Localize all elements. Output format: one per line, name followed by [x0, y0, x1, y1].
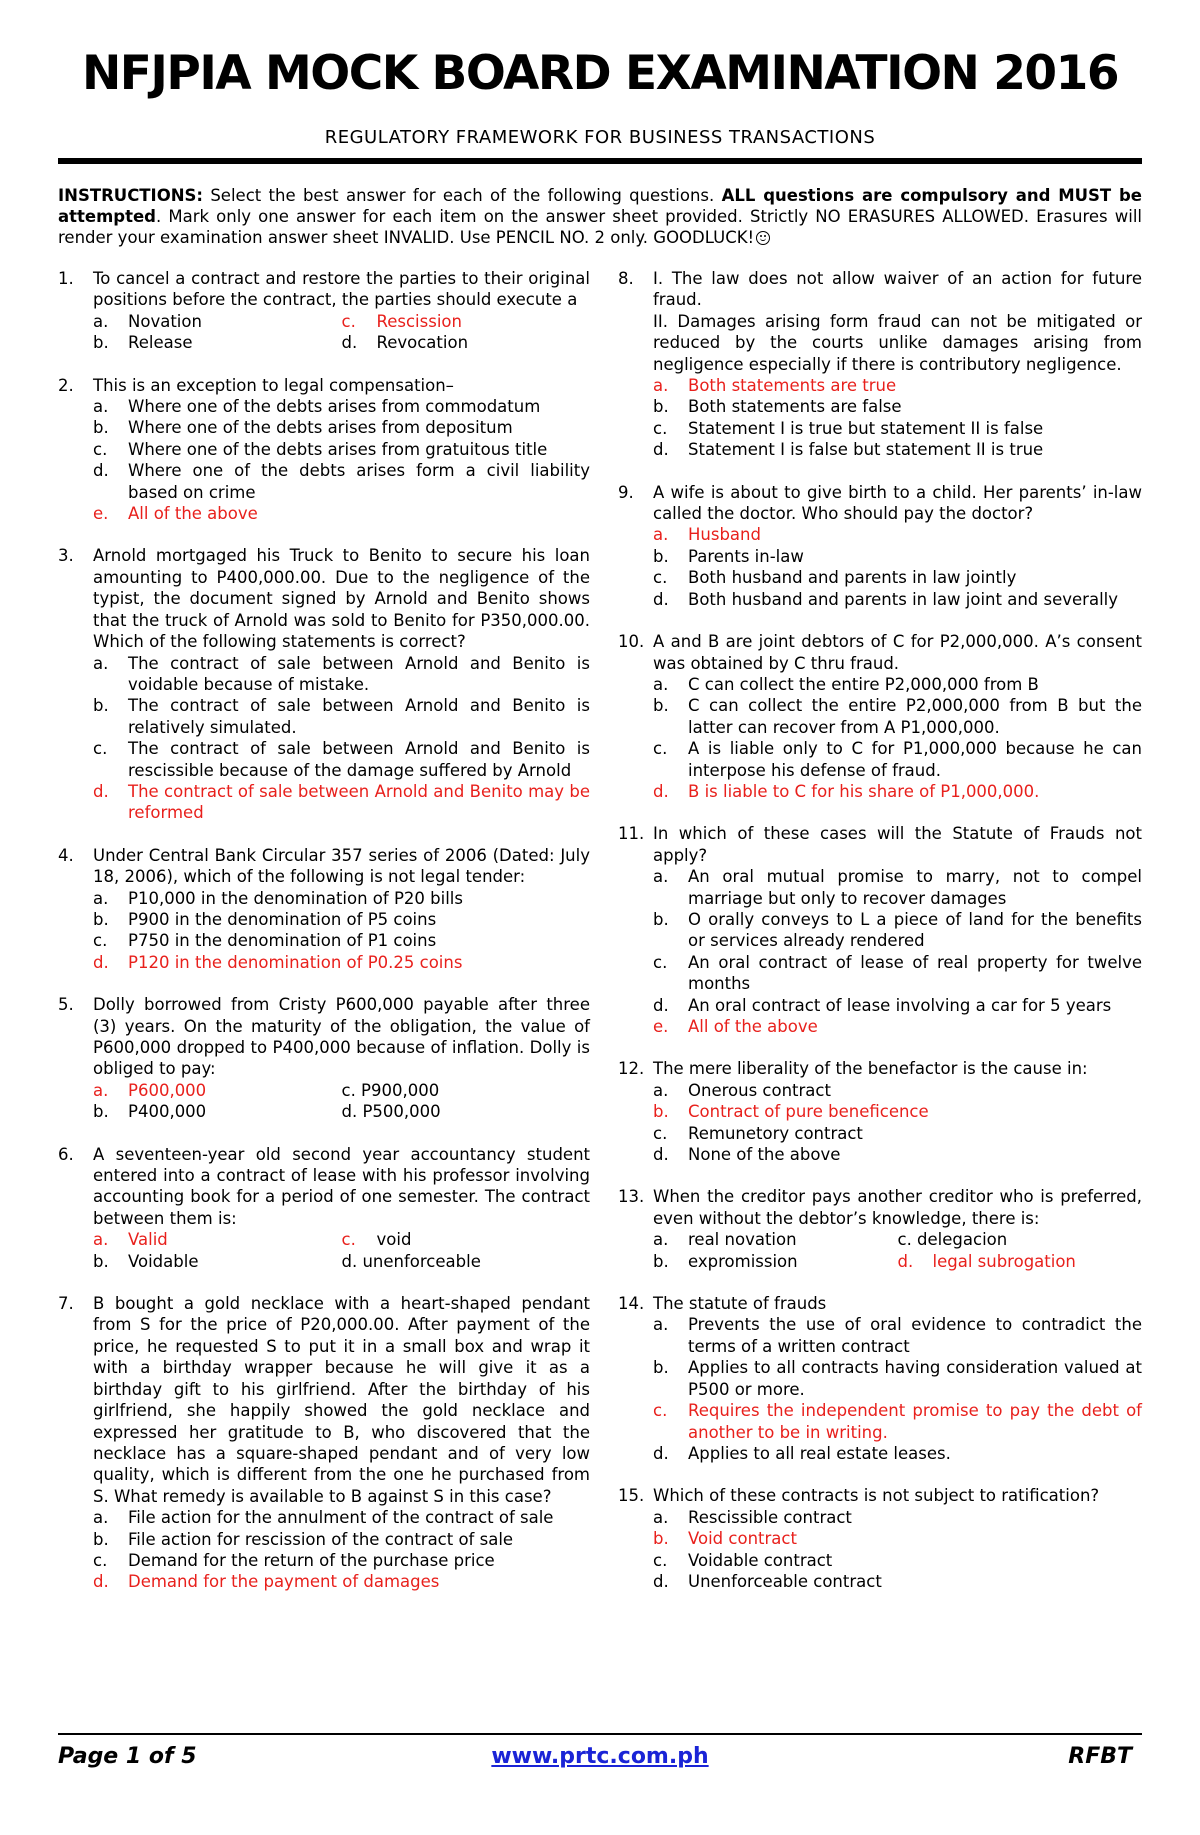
option-text: Statement I is true but statement II is false: [688, 418, 1044, 438]
question-item: [58, 375, 590, 525]
question-body: [653, 631, 1142, 802]
option-row: [653, 1251, 1142, 1272]
answer-option: [93, 909, 590, 930]
answer-option: [653, 1080, 1142, 1101]
answer-option: [653, 1144, 1142, 1165]
answer-option: [898, 1229, 1143, 1250]
option-letter: b.: [93, 1251, 109, 1271]
correct-answer-option: [653, 375, 1142, 396]
option-text: File action for rescission of the contract of sale: [128, 1529, 514, 1549]
option-letter: c.: [93, 439, 108, 459]
question-stem: A seventeen-year old second year accountancy student entered into a contract of lease with his professor involving accounting book for a period of one semester. The contract between them is:: [93, 1144, 590, 1228]
header-divider: [58, 158, 1142, 164]
option-text: Demand for the return of the purchase price: [128, 1550, 495, 1570]
question-item: [618, 1485, 1142, 1592]
answer-option: [653, 1443, 1142, 1464]
answer-option: [342, 332, 591, 353]
correct-answer-option: [93, 1080, 342, 1101]
correct-answer-option: [93, 503, 590, 524]
question-item: [618, 631, 1142, 802]
answer-option: [93, 417, 590, 438]
answer-option: [653, 396, 1142, 417]
option-text: None of the above: [688, 1145, 841, 1165]
question-number: 10.: [618, 632, 645, 652]
question-number: 5.: [58, 995, 74, 1015]
answer-option: [93, 738, 590, 781]
option-letter: b.: [93, 1529, 109, 1549]
option-letter: d.: [653, 1145, 669, 1165]
option-letter: d.: [653, 440, 669, 460]
question-stem: I. The law does not allow waiver of an action for future fraud. II. Damages arising form fraud can not be mitigated or reduced by the courts unlike damages arising from negligence especially if there is contributory negligence.: [653, 269, 1142, 374]
question-number: 8.: [618, 269, 634, 288]
answer-option: [93, 1251, 342, 1272]
question-number: 11.: [618, 824, 645, 844]
option-text: P120 in the denomination of P0.25 coins: [128, 952, 463, 972]
question-number: 7.: [58, 1294, 74, 1314]
question-item: [618, 1186, 1142, 1272]
option-row: [653, 1229, 1142, 1250]
option-text: The contract of sale between Arnold and Benito is rescissible because of the damage suffered by Arnold: [128, 739, 590, 780]
answer-option: [653, 866, 1142, 909]
page-footer: [58, 1744, 1142, 1774]
option-text: Where one of the debts arises from depositum: [128, 418, 513, 438]
question-body: [93, 268, 590, 354]
option-text: Rescissible contract: [688, 1507, 852, 1527]
answer-option: [93, 396, 590, 417]
question-body: [93, 845, 590, 973]
answer-option: [93, 888, 590, 909]
option-text: Voidable: [128, 1251, 199, 1271]
option-text: legal subrogation: [932, 1251, 1076, 1271]
option-letter: c.: [341, 311, 356, 331]
option-row: [93, 1101, 590, 1122]
option-text: P750 in the denomination of P1 coins: [128, 931, 437, 951]
option-text: c. delegacion: [897, 1230, 1008, 1250]
option-letter: b.: [93, 333, 109, 353]
question-item: [58, 545, 590, 823]
answer-option: [653, 1229, 898, 1250]
question-item: [618, 1293, 1142, 1464]
option-letter: a.: [93, 397, 109, 417]
answer-option: [653, 589, 1142, 610]
option-letter: a.: [653, 867, 669, 887]
option-text: B is liable to C for his share of P1,000,000.: [688, 781, 1040, 801]
question-number: 12.: [618, 1059, 645, 1079]
option-letter: a.: [653, 1080, 669, 1100]
footer-divider: [58, 1733, 1142, 1735]
option-row: [93, 332, 590, 353]
option-letter: b.: [653, 696, 669, 716]
question-item: [58, 994, 590, 1122]
question-stem: Under Central Bank Circular 357 series of 2006 (Dated: July 18, 2006), which of the following is not legal tender:: [93, 845, 590, 887]
option-letter: b.: [653, 546, 669, 566]
website-link[interactable]: www.prtc.com.ph: [491, 1744, 709, 1769]
option-text: Unenforceable contract: [688, 1571, 882, 1591]
answer-option: [93, 1550, 590, 1571]
option-text: Remunetory contract: [688, 1123, 863, 1143]
question-body: [93, 994, 590, 1122]
option-text: Novation: [128, 311, 202, 331]
option-text: Both statements are false: [688, 397, 902, 417]
option-text: Void contract: [688, 1529, 797, 1549]
question-number: 1.: [58, 269, 74, 288]
option-letter: c.: [341, 1230, 356, 1250]
option-text: Voidable contract: [688, 1550, 833, 1570]
option-letter: b.: [93, 909, 109, 929]
option-letter: a.: [653, 1230, 669, 1250]
option-text: c. P900,000: [341, 1080, 440, 1100]
question-stem: In which of these cases will the Statute of Frauds not apply?: [653, 824, 1142, 865]
option-text: The contract of sale between Arnold and Benito is voidable because of mistake.: [128, 653, 590, 694]
option-letter: c.: [653, 1123, 668, 1143]
option-text: Onerous contract: [688, 1080, 831, 1100]
correct-answer-option: [653, 1016, 1142, 1037]
correct-answer-option: [653, 781, 1142, 802]
answer-option: [653, 1357, 1142, 1400]
answer-option: [342, 1229, 591, 1250]
questions-right-column: [618, 268, 1142, 1613]
answer-option: [653, 695, 1142, 738]
option-letter: e.: [93, 504, 109, 524]
option-letter: c.: [653, 568, 668, 588]
question-number: 6.: [58, 1144, 74, 1164]
answer-option: [342, 1101, 591, 1122]
correct-answer-option: [653, 524, 1142, 545]
option-letter: b.: [653, 397, 669, 417]
answer-option: [653, 1550, 1142, 1571]
option-letter: d.: [653, 589, 669, 609]
question-stem: The mere liberality of the benefactor is the cause in:: [653, 1059, 1088, 1079]
option-letter: b.: [653, 1102, 669, 1122]
option-text: Requires the independent promise to pay the debt of another to be in writing.: [688, 1401, 1142, 1442]
correct-answer-option: [342, 311, 591, 332]
answer-option: [653, 1507, 1142, 1528]
option-text: O orally conveys to L a piece of land for the benefits or services already rendered: [688, 909, 1142, 951]
instructions-text-continued: . Mark only one answer for each item on the answer sheet provided. Strictly NO ERASURES ALLOWED. Erasures will render your examination answer sheet INVALID. Use PENCIL NO. 2 only. GOODLUCK!: [58, 207, 1142, 247]
option-text: Rescission: [376, 311, 462, 331]
option-text: d. unenforceable: [341, 1251, 481, 1271]
instructions-emphasis: ALL questions are compulsory and MUST be attempted: [58, 186, 1142, 226]
correct-answer-option: [93, 781, 590, 824]
option-letter: d.: [653, 995, 669, 1015]
option-text: Applies to all real estate leases.: [688, 1443, 951, 1463]
option-text: Statement I is false but statement II is true: [688, 440, 1044, 460]
answer-option: [653, 567, 1142, 588]
correct-answer-option: [93, 1571, 590, 1592]
option-letter: d.: [653, 781, 669, 801]
option-text: Where one of the debts arises form a civil liability based on crime: [128, 461, 590, 502]
question-stem: A wife is about to give birth to a child. Her parents’ in-law called the doctor. Who should pay the doctor?: [653, 482, 1142, 524]
option-letter: b.: [93, 418, 109, 438]
option-letter: a.: [653, 1315, 669, 1335]
question-body: [653, 1058, 1142, 1165]
answer-option: [342, 1080, 591, 1101]
option-text: Demand for the payment of damages: [128, 1572, 440, 1592]
correct-answer-option: [653, 1101, 1142, 1122]
exam-subtitle: REGULATORY FRAMEWORK FOR BUSINESS TRANSACTIONS: [324, 127, 876, 148]
option-text: File action for the annulment of the contract of sale: [128, 1508, 554, 1528]
page-number: Page 1 of 5: [58, 1744, 197, 1769]
question-stem: The statute of frauds: [653, 1294, 827, 1314]
option-text: Both statements are true: [688, 376, 897, 396]
option-letter: a.: [93, 311, 109, 331]
option-letter: b.: [653, 1251, 669, 1271]
question-stem: Dolly borrowed from Cristy P600,000 payable after three (3) years. On the maturity of the obligation, the value of P600,000 dropped to P400,000 because of inflation. Dolly is obliged to pay:: [93, 995, 590, 1079]
option-row: [93, 1229, 590, 1250]
option-text: real novation: [688, 1230, 797, 1250]
option-text: void: [376, 1230, 412, 1250]
option-letter: b.: [653, 1358, 669, 1378]
option-letter: d.: [653, 1571, 669, 1591]
subject-code: RFBT: [1068, 1744, 1132, 1769]
question-item: [58, 1144, 590, 1272]
option-text: Husband: [688, 525, 761, 545]
correct-answer-option: [93, 952, 590, 973]
option-letter: d.: [93, 781, 109, 801]
correct-answer-option: [653, 1400, 1142, 1443]
option-text: Both husband and parents in law joint and severally: [688, 589, 1119, 609]
option-text: P10,000 in the denomination of P20 bills: [128, 888, 463, 908]
option-letter: c.: [653, 418, 668, 438]
question-body: [93, 1144, 590, 1272]
option-letter: a.: [93, 653, 109, 673]
question-body: [93, 545, 590, 823]
option-letter: a.: [93, 1230, 109, 1250]
question-body: [93, 375, 590, 525]
option-row: [93, 1080, 590, 1101]
instructions-label: INSTRUCTIONS:: [58, 186, 204, 205]
question-item: [58, 268, 590, 354]
answer-option: [653, 439, 1142, 460]
option-letter: d.: [93, 461, 109, 481]
option-letter: a.: [653, 1507, 669, 1527]
question-number: 4.: [58, 845, 74, 865]
option-letter: b.: [653, 909, 669, 929]
question-body: [653, 268, 1142, 461]
option-text: Valid: [128, 1230, 168, 1250]
correct-answer-option: [653, 1528, 1142, 1549]
answer-option: [93, 311, 342, 332]
question-number: 13.: [618, 1187, 645, 1207]
option-text: An oral contract of lease involving a car for 5 years: [688, 995, 1112, 1015]
option-text: Contract of pure beneficence: [688, 1102, 929, 1122]
option-letter: c.: [653, 1550, 668, 1570]
option-letter: d.: [897, 1251, 914, 1271]
question-stem: A and B are joint debtors of C for P2,000,000. A’s consent was obtained by C thru fraud.: [653, 632, 1142, 673]
question-number: 2.: [58, 375, 74, 395]
question-stem: Which of these contracts is not subject to ratification?: [653, 1486, 1100, 1506]
answer-option: [653, 909, 1142, 952]
answer-option: [653, 1251, 898, 1272]
option-text: The contract of sale between Arnold and Benito may be reformed: [128, 781, 590, 823]
option-text: Applies to all contracts having consideration valued at P500 or more.: [688, 1358, 1142, 1399]
option-letter: d.: [653, 1443, 669, 1463]
option-letter: c.: [653, 739, 668, 759]
question-body: [653, 482, 1142, 610]
option-letter: c.: [93, 739, 108, 759]
instructions-text: Select the best answer for each of the following questions.: [203, 186, 722, 205]
option-text: A is liable only to C for P1,000,000 because he can interpose his defense of fraud.: [688, 739, 1142, 780]
question-item: [58, 845, 590, 973]
answer-option: [653, 418, 1142, 439]
answer-option: [653, 674, 1142, 695]
question-body: [653, 1186, 1142, 1272]
question-item: [618, 268, 1142, 461]
question-item: [618, 482, 1142, 610]
question-stem: This is an exception to legal compensation–: [93, 375, 454, 395]
option-letter: b.: [653, 1529, 669, 1549]
question-stem: B bought a gold necklace with a heart-shaped pendant from S for the price of P20,000.00. After payment of the price, he requested S to put it in a small box and wrap it with a birthday wrapper because he will give it as a birthday gift to his girlfriend. After the birthday of his girlfriend, she happily showed the gold necklace and expressed her gratitude to B, who discovered that the necklace has a square-shaped pendant and of very low quality, which is different from the one he purchased from S. What remedy is available to B against S in this case?: [93, 1294, 590, 1506]
answer-option: [93, 460, 590, 503]
option-letter: d.: [93, 1572, 109, 1592]
answer-option: [653, 738, 1142, 781]
question-body: [653, 1293, 1142, 1464]
answer-option: [653, 1123, 1142, 1144]
option-letter: c.: [653, 1401, 668, 1421]
answer-option: [93, 653, 590, 696]
correct-answer-option: [898, 1251, 1143, 1272]
answer-option: [653, 1314, 1142, 1357]
answer-option: [653, 995, 1142, 1016]
option-letter: a.: [653, 674, 669, 694]
option-text: All of the above: [128, 504, 258, 524]
answer-option: [93, 695, 590, 738]
question-stem: When the creditor pays another creditor who is preferred, even without the debtor’s knowledge, there is:: [653, 1187, 1142, 1228]
option-text: Release: [128, 333, 193, 353]
answer-option: [93, 1101, 342, 1122]
correct-answer-option: [93, 1229, 342, 1250]
answer-option: [93, 1507, 590, 1528]
option-letter: c.: [93, 931, 108, 951]
question-item: [58, 1293, 590, 1593]
option-text: C can collect the entire P2,000,000 from B: [688, 674, 1039, 694]
question-stem: To cancel a contract and restore the parties to their original positions before the contract, the parties should execute a: [93, 269, 590, 310]
exam-title: NFJPIA MOCK BOARD EXAMINATION 2016: [81, 46, 1119, 101]
instructions-block: [58, 185, 1142, 248]
question-item: [618, 823, 1142, 1037]
option-letter: c.: [93, 1550, 108, 1570]
answer-option: [93, 332, 342, 353]
questions-left-column: [58, 268, 590, 1614]
question-number: 9.: [618, 482, 634, 502]
option-text: The contract of sale between Arnold and Benito is relatively simulated.: [128, 696, 590, 737]
option-text: expromission: [688, 1251, 798, 1271]
option-letter: a.: [653, 376, 669, 396]
question-item: [618, 1058, 1142, 1165]
answer-option: [93, 1529, 590, 1550]
answer-option: [342, 1251, 591, 1272]
question-body: [653, 1485, 1142, 1592]
option-letter: d.: [93, 952, 109, 972]
option-letter: e.: [653, 1017, 669, 1036]
option-letter: d.: [341, 333, 358, 353]
option-row: [93, 1251, 590, 1272]
option-text: Revocation: [376, 333, 469, 353]
option-text: An oral contract of lease of real property for twelve months: [688, 952, 1142, 994]
exam-page: [58, 0, 1142, 1835]
question-number: 3.: [58, 546, 74, 566]
answer-option: [93, 930, 590, 951]
question-body: [93, 1293, 590, 1593]
question-number: 14.: [618, 1294, 645, 1314]
option-letter: a.: [93, 1508, 109, 1528]
option-text: Parents in-law: [688, 546, 804, 566]
option-text: P900 in the denomination of P5 coins: [128, 909, 437, 929]
option-letter: b.: [93, 1102, 109, 1122]
answer-option: [653, 546, 1142, 567]
option-text: C can collect the entire P2,000,000 from B but the latter can recover from A P1,000,000.: [688, 696, 1142, 737]
option-text: P400,000: [128, 1102, 207, 1122]
option-letter: a.: [93, 888, 109, 908]
option-text: Where one of the debts arises from gratuitous title: [128, 439, 548, 459]
answer-option: [653, 952, 1142, 995]
answer-option: [653, 1571, 1142, 1592]
option-row: [93, 311, 590, 332]
answer-option: [93, 439, 590, 460]
question-stem: Arnold mortgaged his Truck to Benito to secure his loan amounting to P400,000.00. Due to the negligence of the typist, the document signed by Arnold and Benito shows that the truck of Arnold was sold to Benito for P350,000.00. Which of the following statements is correct?: [93, 546, 590, 652]
option-letter: a.: [93, 1080, 109, 1100]
option-text: P600,000: [128, 1080, 207, 1100]
option-text: Where one of the debts arises from commodatum: [128, 397, 541, 417]
question-number: 15.: [618, 1486, 645, 1506]
option-text: All of the above: [688, 1017, 818, 1036]
option-letter: a.: [653, 525, 669, 545]
option-text: Both husband and parents in law jointly: [688, 568, 1017, 588]
smiley-icon: [756, 231, 770, 245]
option-text: An oral mutual promise to marry, not to compel marriage but only to recover damages: [688, 867, 1142, 908]
option-text: d. P500,000: [341, 1102, 441, 1122]
question-body: [653, 823, 1142, 1037]
option-letter: b.: [93, 696, 109, 716]
option-text: Prevents the use of oral evidence to contradict the terms of a written contract: [688, 1315, 1142, 1356]
option-letter: c.: [653, 952, 668, 972]
